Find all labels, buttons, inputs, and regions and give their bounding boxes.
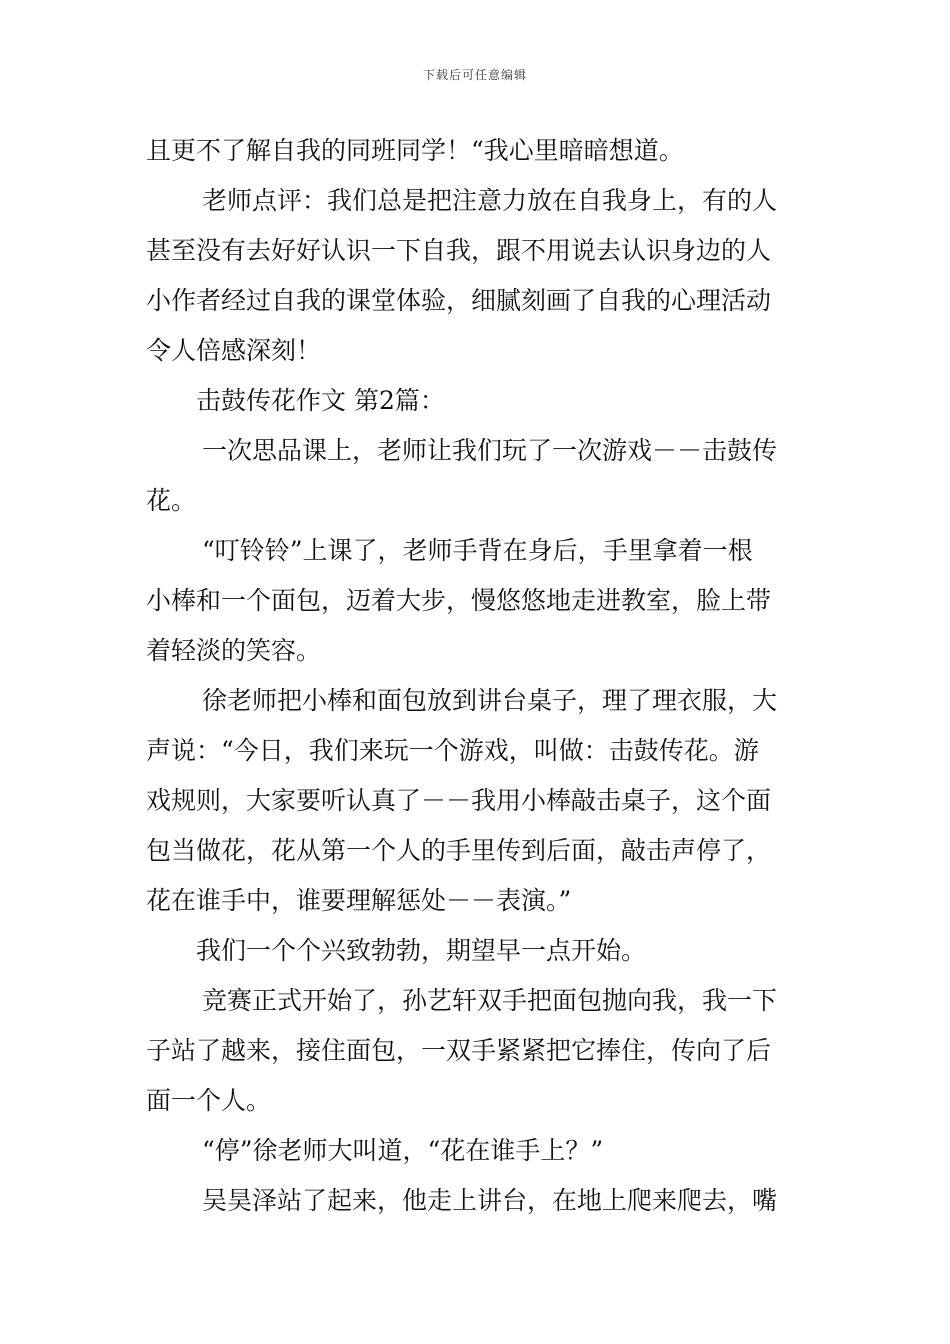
- text-line: 徐老师把小棒和面包放到讲台桌子，理了理衣服，大: [202, 686, 778, 715]
- text-line: 令人倍感深刻！: [146, 336, 322, 365]
- text-line: “停”徐老师大叫道，“花在谁手上？”: [202, 1136, 604, 1165]
- text-line: 花。: [146, 486, 197, 515]
- text-line: 老师点评：我们总是把注意力放在自我身上，有的人: [202, 186, 778, 215]
- text-line: 戏规则，大家要听认真了－－我用小棒敲击桌子，这个面: [146, 786, 772, 815]
- text-line: 一次思品课上，老师让我们玩了一次游戏－－击鼓传: [202, 436, 778, 465]
- text-line: 着轻淡的笑容。: [146, 636, 322, 665]
- text-line: 包当做花，花从第一个人的手里传到后面，敲击声停了，: [146, 836, 772, 865]
- text-line: 我们一个个兴致勃勃，期望早一点开始。: [196, 936, 647, 965]
- document-body: [146, 126, 816, 1226]
- section-heading: 击鼓传花作文 第2篇：: [196, 386, 445, 415]
- text-line: 子站了越来，接住面包，一双手紧紧把它捧住，传向了后: [146, 1036, 772, 1065]
- text-line: 小作者经过自我的课堂体验，细腻刻画了自我的心理活动: [146, 286, 772, 315]
- text-line: 声说：“今日，我们来玩一个游戏，叫做：击鼓传花。游: [146, 736, 759, 765]
- text-line: 竞赛正式开始了，孙艺轩双手把面包抛向我，我一下: [202, 986, 778, 1015]
- text-line: 小棒和一个面包，迈着大步，慢悠悠地走进教室，脸上带: [146, 586, 772, 615]
- text-line: 甚至没有去好好认识一下自我，跟不用说去认识身边的人: [146, 236, 772, 265]
- page-header: 下载后可任意编辑: [422, 68, 527, 82]
- text-line: 面一个人。: [146, 1086, 272, 1115]
- text-line: 吴昊泽站了起来，他走上讲台，在地上爬来爬去，嘴: [202, 1186, 778, 1215]
- text-line: 且更不了解自我的同班同学！“我心里暗暗想道。: [146, 136, 684, 165]
- text-line: 花在谁手中，谁要理解惩处－－表演。”: [146, 886, 572, 915]
- text-line: “叮铃铃”上课了，老师手背在身后，手里拿着一根: [202, 536, 753, 565]
